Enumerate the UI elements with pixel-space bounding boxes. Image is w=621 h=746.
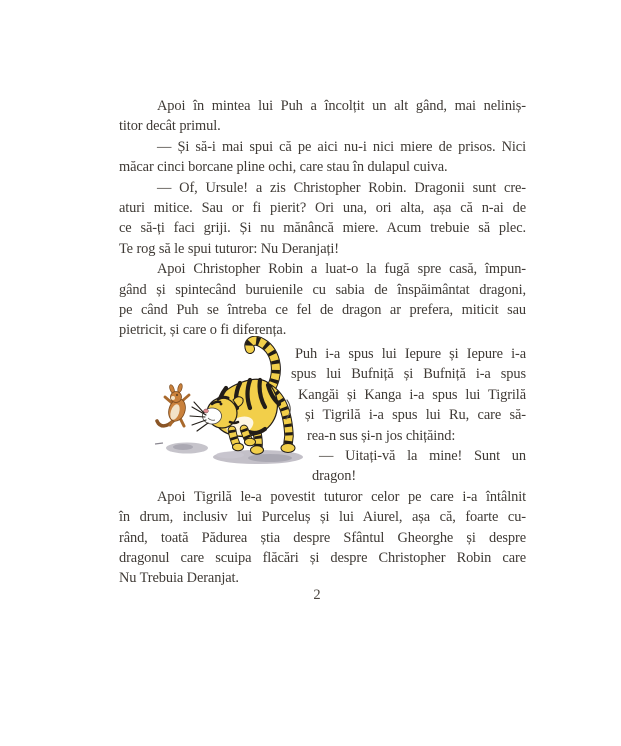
roo-figure [157, 383, 189, 426]
text-line-wrapped: și Tigrilă i-a spus lui Ru, care să- [305, 407, 526, 424]
text-line: pe când Puh se întreba ce fel de dragon ar prefera, miticit sau [119, 302, 526, 319]
text-line: rând, toată Pădurea știa despre Sfântul Gheorghe și despre [119, 529, 526, 546]
text-line: în drum, inclusiv lui Purceluș și lui Aiurel, așa că, foarte cu- [119, 509, 526, 526]
page-number: 2 [313, 587, 321, 603]
tigrila-roo-illustration [150, 336, 315, 472]
text-line-wrapped: spus lui Bufniță și Bufniță i-a spus [291, 366, 526, 383]
text-line-wrapped: dragon! [312, 468, 357, 485]
text-line: — Of, Ursule! a zis Christopher Robin. Dragonii sunt cre- [157, 179, 526, 196]
text-line: gând și spintecând buruienile cu sabia de înspăimântat dragoni, [119, 281, 526, 298]
text-line: pietricit, și care o fi diferența. [119, 322, 287, 339]
motion-dash [155, 443, 163, 444]
text-line: Te rog să le spui tuturor: Nu Deranjați! [119, 240, 339, 257]
roo-shadow [166, 443, 208, 454]
text-line-wrapped: Kangăi și Kanga i-a spus lui Tigrilă [298, 386, 526, 403]
text-line: aturi mitice. Sau or fi pierit? Ori una, ori alta, așa că n-ai de [119, 200, 526, 217]
text-line: Apoi Christopher Robin a luat-o la fugă spre casă, împun- [157, 261, 526, 278]
text-line: Apoi în mintea lui Puh a încolțit un alt gând, mai neliniș- [157, 98, 526, 114]
text-line-wrapped: Puh i-a spus lui Iepure și Iepure i-a [295, 345, 526, 362]
text-line-wrapped: rea-n sus și-n jos chițăind: [307, 427, 456, 444]
text-line: — Și să-i mai spui că pe aici nu-i nici miere de prisos. Nici [157, 138, 526, 155]
text-line: Apoi Tigrilă le-a povestit tuturor celor pe care i-a întâlnit [157, 488, 526, 505]
tigger-figure [190, 341, 295, 454]
text-line: măcar cinci borcane pline ochi, care stau în dulapul cuiva. [119, 159, 448, 176]
text-line: Nu Trebuia Deranjat. [119, 570, 239, 587]
text-line-wrapped: — Uitați-vă la mine! Sunt un [319, 447, 526, 464]
text-line: dragonul care scuipa flăcări și despre Christopher Robin care [119, 549, 526, 566]
text-line: titor decât primul. [119, 118, 221, 135]
text-line: ce să-ți faci griji. Și nu mănâncă miere. Acum trebuie să plec. [119, 220, 526, 237]
